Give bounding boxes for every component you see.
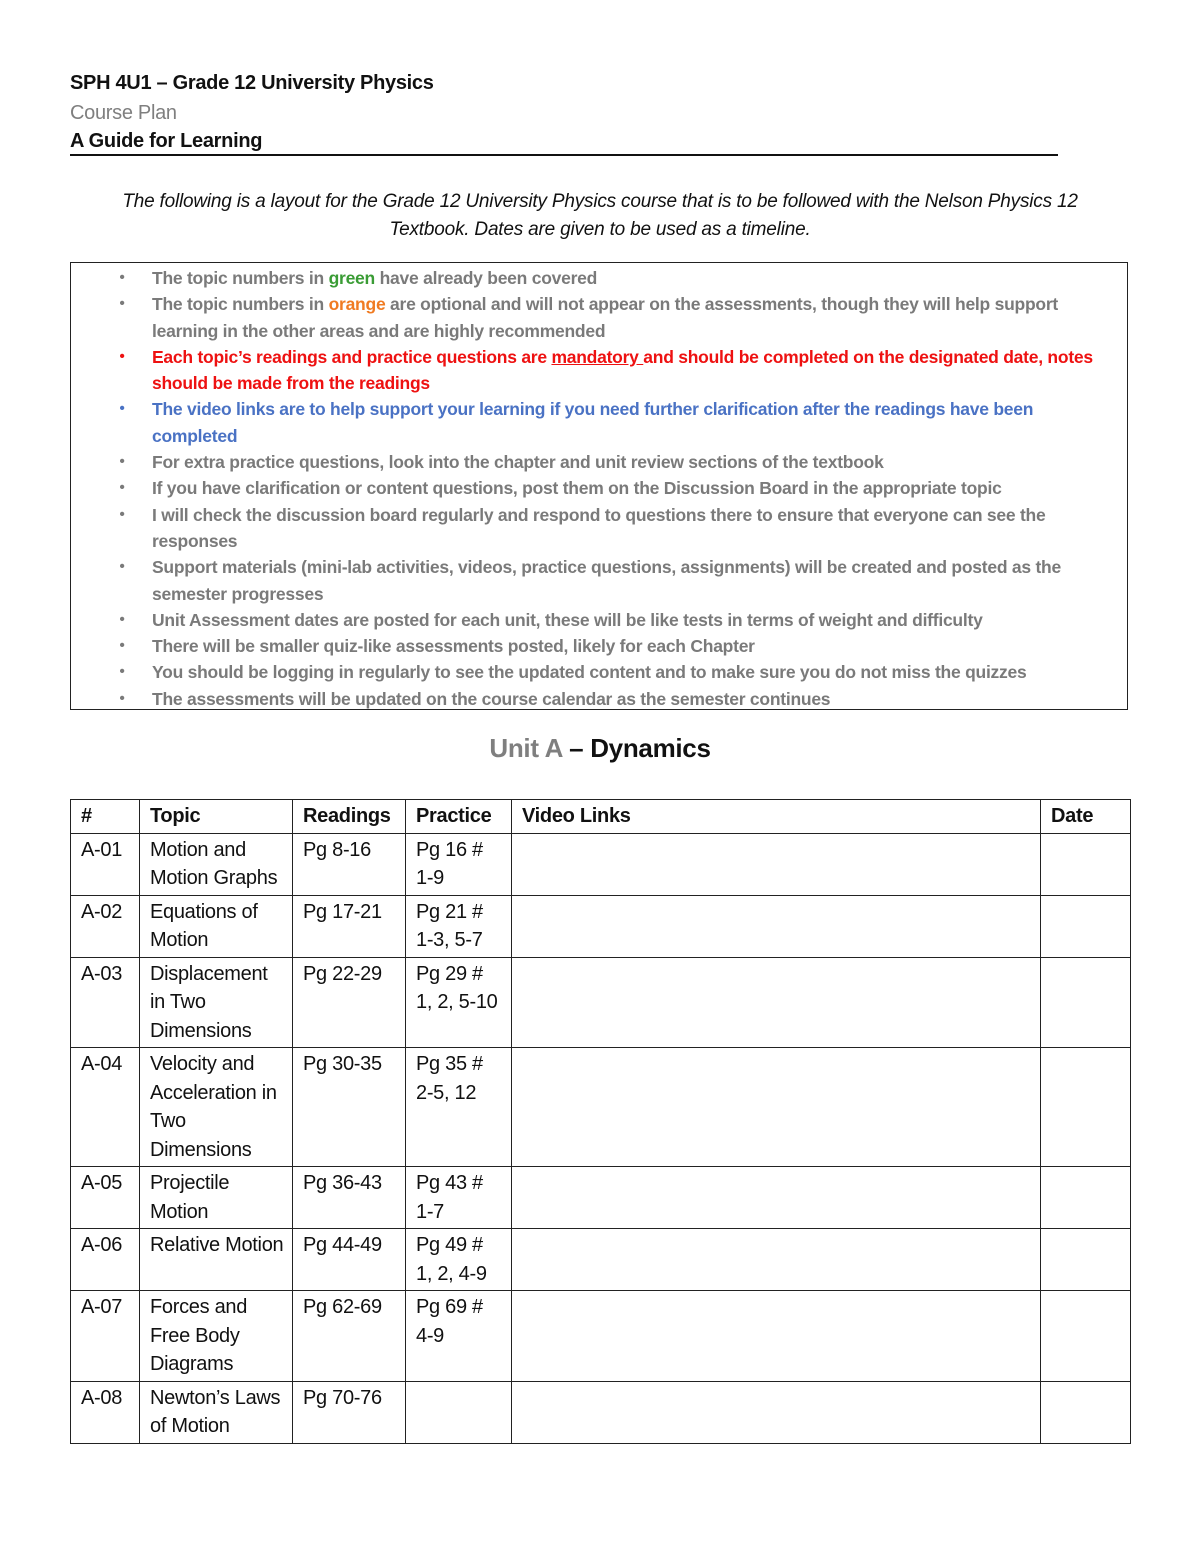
cell-topic: Relative Motion xyxy=(140,1229,293,1291)
bullet-icon: • xyxy=(119,637,125,655)
note-text: For extra practice questions, look into the chapter and unit review sections of the textbook xyxy=(152,452,884,473)
keyword-mandatory: mandatory xyxy=(551,346,644,367)
note-unit-assessments xyxy=(71,607,1127,633)
cell-practice xyxy=(406,1381,512,1443)
unit-dash: – xyxy=(562,733,591,763)
note-text: You should be logging in regularly to see the updated content and to make sure you do not miss the quizzes xyxy=(152,662,1027,683)
note-text: I will check the discussion board regularly and respond to questions there to ensure that everyone can see the responses xyxy=(152,504,1046,551)
cell-number: A-04 xyxy=(71,1048,140,1167)
cell-readings: Pg 17-21 xyxy=(293,895,406,957)
cell-number: A-03 xyxy=(71,957,140,1048)
note-support-materials xyxy=(71,554,1127,607)
cell-topic: Forces and Free Body Diagrams xyxy=(140,1291,293,1382)
cell-video-links xyxy=(512,1229,1041,1291)
cell-readings: Pg 30-35 xyxy=(293,1048,406,1167)
cell-video-links xyxy=(512,1048,1041,1167)
cell-video-links xyxy=(512,895,1041,957)
cell-number: A-07 xyxy=(71,1291,140,1382)
guide-heading: A Guide for Learning xyxy=(70,130,1058,156)
cell-practice: Pg 16 # 1-9 xyxy=(406,833,512,895)
note-text: Unit Assessment dates are posted for each unit, these will be like tests in terms of weight and difficulty xyxy=(152,609,983,630)
cell-topic: Displacement in Two Dimensions xyxy=(140,957,293,1048)
cell-number: A-01 xyxy=(71,833,140,895)
cell-readings: Pg 44-49 xyxy=(293,1229,406,1291)
cell-date xyxy=(1041,1381,1131,1443)
bullet-icon: • xyxy=(119,479,125,497)
note-extra-practice xyxy=(71,449,1127,475)
unit-label: Unit A xyxy=(489,733,563,763)
note-text: The assessments will be updated on the course calendar as the semester continues xyxy=(152,688,831,709)
table-row xyxy=(71,1381,1131,1443)
course-title: SPH 4U1 – Grade 12 University Physics xyxy=(70,72,434,94)
table-row xyxy=(71,1167,1131,1229)
bullet-icon: • xyxy=(119,453,125,471)
course-plan-subtitle: Course Plan xyxy=(70,102,177,124)
table-row xyxy=(71,957,1131,1048)
table-row xyxy=(71,895,1131,957)
keyword-green: green xyxy=(328,268,375,288)
cell-video-links xyxy=(512,1381,1041,1443)
bullet-icon: • xyxy=(119,347,125,365)
cell-video-links xyxy=(512,957,1041,1048)
cell-number: A-02 xyxy=(71,895,140,957)
cell-practice: Pg 49 # 1, 2, 4-9 xyxy=(406,1229,512,1291)
bullet-icon: • xyxy=(119,558,125,576)
notes-box xyxy=(70,262,1128,710)
unit-heading xyxy=(0,733,1200,764)
cell-practice: Pg 21 # 1-3, 5-7 xyxy=(406,895,512,957)
header-topic: Topic xyxy=(140,800,293,834)
cell-practice: Pg 43 # 1-7 xyxy=(406,1167,512,1229)
cell-readings: Pg 36-43 xyxy=(293,1167,406,1229)
note-text: and should be completed on the designated date, notes should be made from the readings xyxy=(152,346,1093,394)
cell-topic: Equations of Motion xyxy=(140,895,293,957)
cell-date xyxy=(1041,1291,1131,1382)
cell-date xyxy=(1041,895,1131,957)
note-video-links xyxy=(71,396,1127,449)
cell-topic: Projectile Motion xyxy=(140,1167,293,1229)
cell-video-links xyxy=(512,833,1041,895)
cell-number: A-06 xyxy=(71,1229,140,1291)
cell-readings: Pg 70-76 xyxy=(293,1381,406,1443)
bullet-icon: • xyxy=(119,269,125,286)
note-text: are optional and will not appear on the assessments, though they will help support learning in the other areas and are highly recommended xyxy=(152,294,1058,341)
cell-readings: Pg 22-29 xyxy=(293,957,406,1048)
cell-date xyxy=(1041,1229,1131,1291)
header-video-links: Video Links xyxy=(512,800,1041,834)
keyword-orange: orange xyxy=(328,294,386,315)
bullet-icon: • xyxy=(119,505,125,523)
table-header-row xyxy=(71,800,1131,834)
unit-name: Dynamics xyxy=(590,733,711,763)
cell-readings: Pg 62-69 xyxy=(293,1291,406,1382)
note-text: If you have clarification or content questions, post them on the Discussion Board in the appropriate topic xyxy=(152,478,1002,499)
header-number: # xyxy=(71,800,140,834)
bullet-icon: • xyxy=(119,400,125,418)
cell-practice: Pg 69 # 4-9 xyxy=(406,1291,512,1382)
cell-number: A-05 xyxy=(71,1167,140,1229)
note-text: Support materials (mini-lab activities, videos, practice questions, assignments) will be created and posted as the semester progresses xyxy=(152,557,1061,604)
bullet-icon: • xyxy=(119,663,125,681)
unit-plan-table xyxy=(70,799,1131,1444)
cell-practice: Pg 29 # 1, 2, 5-10 xyxy=(406,957,512,1048)
note-check-board xyxy=(71,502,1127,555)
cell-topic: Motion and Motion Graphs xyxy=(140,833,293,895)
bullet-icon: • xyxy=(119,610,125,628)
note-optional-topics xyxy=(71,291,1127,344)
table-row xyxy=(71,1229,1131,1291)
cell-topic: Newton’s Laws of Motion xyxy=(140,1381,293,1443)
note-quizzes xyxy=(71,633,1127,659)
notes-list xyxy=(71,265,1127,712)
note-text: The topic numbers in xyxy=(152,268,329,288)
cell-video-links xyxy=(512,1167,1041,1229)
note-text: Each topic’s readings and practice questions are xyxy=(152,346,552,367)
note-text: have already been covered xyxy=(374,268,598,288)
cell-video-links xyxy=(512,1291,1041,1382)
cell-date xyxy=(1041,1167,1131,1229)
cell-date xyxy=(1041,833,1131,895)
intro-paragraph: The following is a layout for the Grade 12 University Physics course that is to be followed with the Nelson Physics 12 Textbook. Dates are given to be used as a timeline. xyxy=(122,191,1078,240)
cell-number: A-08 xyxy=(71,1381,140,1443)
header-readings: Readings xyxy=(293,800,406,834)
table-row xyxy=(71,1048,1131,1167)
cell-date xyxy=(1041,957,1131,1048)
bullet-icon: • xyxy=(119,295,125,313)
note-mandatory-readings xyxy=(71,344,1127,397)
cell-topic: Velocity and Acceleration in Two Dimensions xyxy=(140,1048,293,1167)
header-date: Date xyxy=(1041,800,1131,834)
note-logging-in xyxy=(71,659,1127,685)
note-text: The video links are to help support your learning if you need further clarification after the readings have been completed xyxy=(152,399,1034,446)
header-practice: Practice xyxy=(406,800,512,834)
table-row xyxy=(71,833,1131,895)
note-covered-topics xyxy=(71,265,1127,291)
cell-date xyxy=(1041,1048,1131,1167)
note-discussion-board xyxy=(71,475,1127,501)
note-text: The topic numbers in xyxy=(152,294,329,315)
cell-practice: Pg 35 # 2-5, 12 xyxy=(406,1048,512,1167)
bullet-icon: • xyxy=(119,689,125,707)
cell-readings: Pg 8-16 xyxy=(293,833,406,895)
note-text: There will be smaller quiz-like assessments posted, likely for each Chapter xyxy=(152,636,755,657)
table-row xyxy=(71,1291,1131,1382)
note-course-calendar xyxy=(71,686,1127,712)
